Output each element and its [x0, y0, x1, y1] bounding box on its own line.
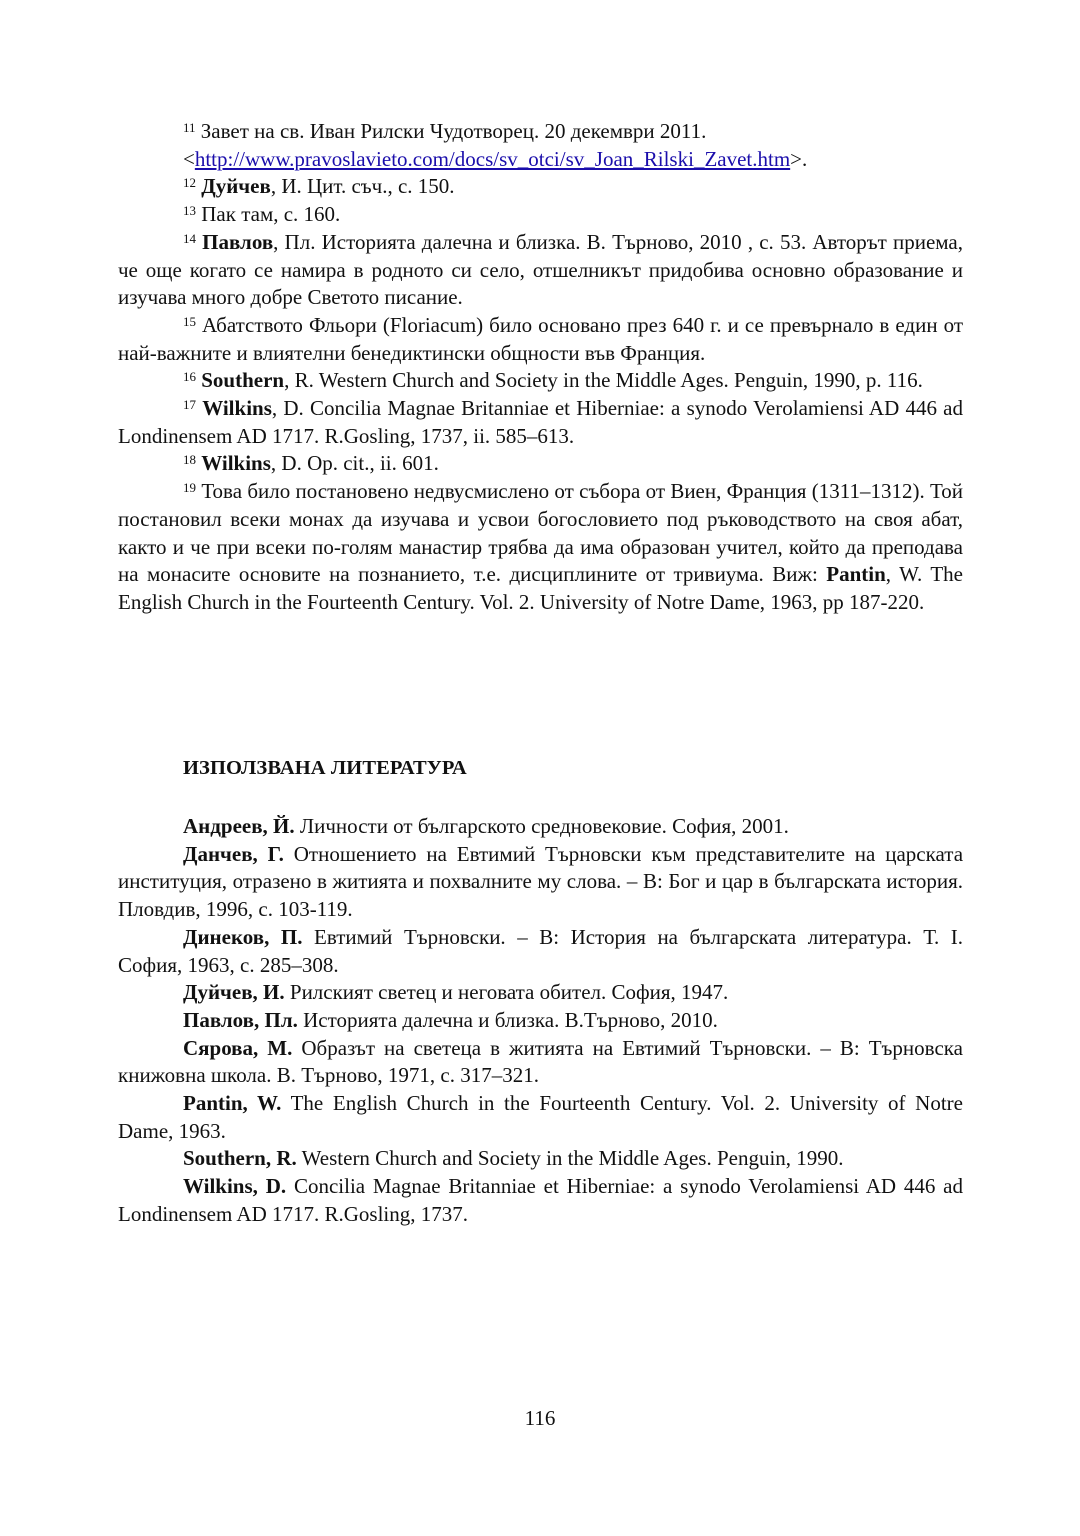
footnote-number: 17: [183, 397, 196, 413]
footnote-author: Southern: [201, 368, 285, 393]
footnote-text: , Пл. Историята далечна и близка. В. Търново, 2010 , с. 53. Авторът приема, че още когато се намира в родното си село, отшелникът придобива основно образование и изучава много добре Светото писание.: [118, 229, 963, 310]
footnote-author: Pantin: [826, 562, 886, 587]
footnote-number: 18: [183, 452, 196, 468]
bib-author: Данчев, Г.: [183, 841, 284, 866]
bib-text: Евтимий Търновски. – В: История на българската литература. Т. I. София, 1963, с. 285–308.: [118, 924, 963, 977]
bibliography-entry: [118, 841, 963, 924]
footnote-text: , R. Western Church and Society in the Middle Ages. Penguin, 1990, p. 116.: [284, 368, 923, 393]
footnote-author: Wilkins: [201, 451, 271, 476]
bib-author: Дуйчев, И.: [183, 980, 285, 1005]
bibliography-entry: [118, 1173, 963, 1228]
footnote-number: 14: [183, 230, 196, 246]
bib-author: Pantin, W.: [183, 1091, 282, 1116]
footnote-text-tail: , W. The English Church in the Fourteenth Century. Vol. 2. University of Notre Dame, 1963, pp 187-220.: [118, 562, 963, 614]
bibliography-entry: [118, 813, 963, 841]
bibliography-entry: [118, 979, 963, 1007]
footnote-link[interactable]: http://www.pravoslavieto.com/docs/sv_otci/sv_Joan_Rilski_Zavet.htm: [194, 146, 791, 171]
footnote-15: [118, 312, 963, 367]
footnote-text: , И. Цит. съч., с. 150.: [270, 174, 455, 199]
footnote-14: [118, 229, 963, 312]
footnote-text: Пак там, с. 160.: [201, 202, 341, 227]
footnote-text: Завет на св. Иван Рилски Чудотворец. 20 декември 2011.: [200, 119, 707, 143]
bib-text: Историята далечна и близка. В.Търново, 2010.: [297, 1007, 718, 1032]
footnote-text: , D. Op. cit., ii. 601.: [270, 451, 439, 476]
footnote-16: [118, 367, 963, 395]
footnote-text: , D. Concilia Magnae Britanniae et Hiberniae: a synodo Verolamiensi AD 446 ad Londinensem AD 1717. R.Gosling, 1737, ii. 585–613.: [118, 396, 964, 448]
footnote-17: [118, 395, 963, 450]
footnote-author: Wilkins: [202, 396, 272, 421]
bib-author: Динеков, П.: [183, 924, 303, 949]
bib-text: Образът на светеца в житията на Евтимий Търновски. – В: Търновска книжовна школа. В. Търново, 1971, с. 317–321.: [118, 1035, 963, 1088]
bibliography-heading: ИЗПОЛЗВАНА ЛИТЕРАТУРА: [183, 757, 467, 779]
footnote-13: [118, 201, 963, 229]
bib-author: Wilkins, D.: [183, 1174, 287, 1199]
footnote-number: 15: [183, 313, 196, 329]
footnote-number: 11: [183, 120, 196, 135]
footnote-number: 13: [183, 203, 196, 219]
footnote-18: [118, 450, 963, 478]
footnote-author: Павлов: [202, 229, 274, 254]
bibliography-entry: [118, 1090, 963, 1145]
footnote-11-url: [118, 146, 963, 174]
bib-text: Western Church and Society in the Middle Ages. Penguin, 1990.: [296, 1146, 844, 1171]
url-open-bracket: <: [183, 146, 195, 171]
bib-author: Southern, R.: [183, 1146, 297, 1171]
footnote-11: [118, 118, 963, 146]
bib-author: Сярова, М.: [183, 1035, 293, 1060]
bib-text: Concilia Magnae Britanniae et Hiberniae: a synodo Verolamiensi AD 446 ad Londinensem AD 1717. R.Gosling, 1737.: [118, 1174, 963, 1226]
bib-author: Павлов, Пл.: [183, 1007, 298, 1032]
footnote-author: Дуйчев: [201, 174, 271, 199]
bibliography-list: [118, 813, 963, 1229]
page-number: 116: [524, 1406, 556, 1430]
footnote-12: [118, 173, 963, 201]
bib-text: Рилският светец и неговата обител. София, 1947.: [284, 980, 729, 1005]
footnotes-section: [118, 118, 963, 617]
bib-author: Андреев, Й.: [183, 814, 295, 838]
footnote-number: 16: [183, 369, 196, 385]
footnote-19: [118, 478, 963, 617]
url-close-bracket: >.: [790, 146, 808, 171]
bib-text: Личности от българското средновековие. София, 2001.: [294, 814, 789, 838]
bib-text: The English Church in the Fourteenth Century. Vol. 2. University of Notre Dame, 1963.: [118, 1091, 963, 1143]
bibliography-entry: [118, 1145, 963, 1173]
bib-text: Отношението на Евтимий Търновски към представителите на царската институция, отразено в житията и похвалните му слова. – В: Бог и цар в българската история. Пловдив, 1996, с. 103-119.: [118, 841, 964, 922]
footnote-number: 19: [183, 480, 196, 496]
bibliography-entry: [118, 1007, 963, 1035]
bibliography-entry: [118, 1035, 963, 1090]
footnote-text: Това било постановено недвусмислено от събора от Виен, Франция (1311–1312). Той постановил всеки монах да изучава и усвои богословието под ръководството на своя абат, както и че при всеки по-голям манастир трябва да има образован учител, който да преподава на монасите основите на познанието, т.е. дисциплините от тривиума. Виж:: [118, 479, 964, 587]
footnote-number: 12: [183, 175, 196, 191]
footnote-text: Абатството Фльори (Floriacum) било основано през 640 г. и се превърнало в един от най-важните и влиятелни бенедиктински общности във Франция.: [118, 312, 964, 365]
bibliography-entry: [118, 924, 963, 979]
